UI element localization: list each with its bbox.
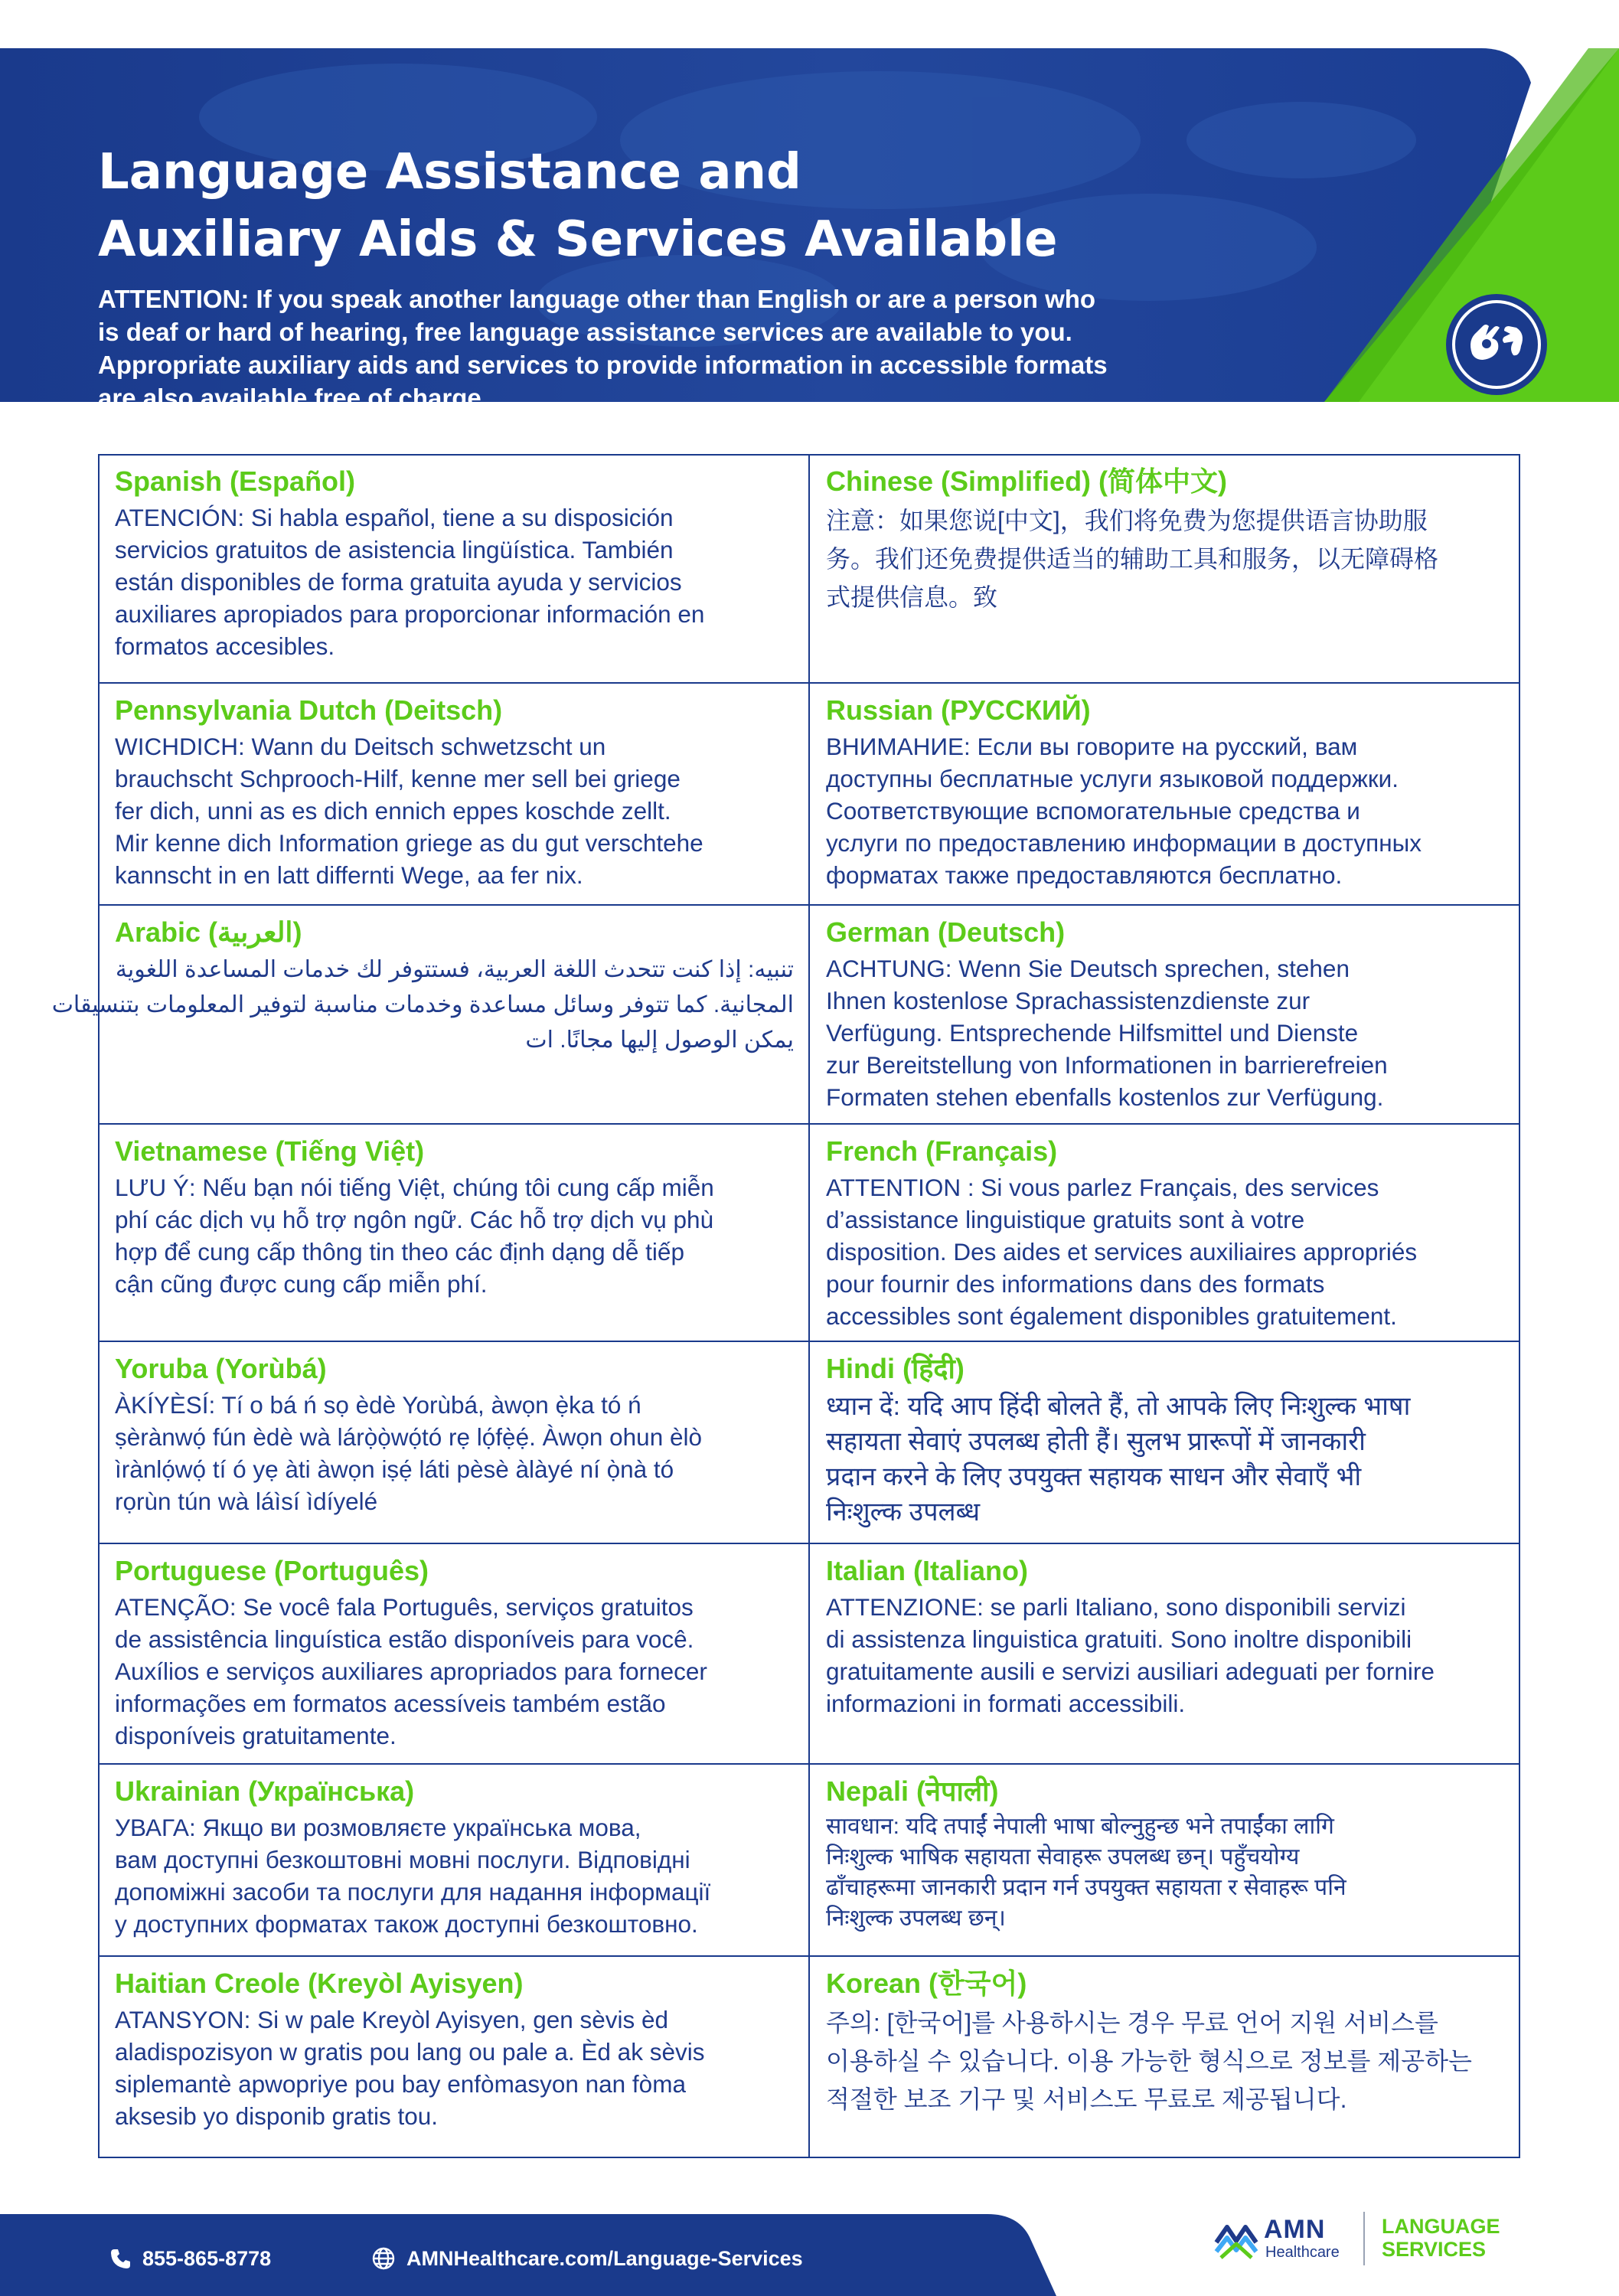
language-heading: Ukrainian (Українська) [115,1775,415,1807]
language-heading: French (Français) [826,1135,1058,1167]
logo-line-2: SERVICES [1382,2238,1487,2261]
notice-line: disponíveis gratuitamente. [115,1722,397,1749]
language-heading: Russian (РУССКИЙ) [826,694,1091,726]
amn-language-services-logo [1213,2209,1535,2268]
notice-line: Verfügung. Entsprechende Hilfsmittel und Dienste [826,1019,1359,1047]
notice-line: 务。我们还免费提供适当的辅助工具和服务，以无障碍格 [826,545,1439,573]
notice-line: सहायता सेवाएं उपलब्ध होती हैं। सुलभ प्रारूपों में जानकारी [826,1427,1366,1456]
notice-line: aksesib yo disponib gratis tou. [115,2102,438,2130]
language-notice [51,952,794,1058]
header-banner [0,48,1619,412]
notice-line: निःशुल्क भाषिक सहायता सेवाहरू उपलब्ध छन्। पहुँचयोग्य [826,1844,1300,1870]
notice-line: aladispozisyon w gratis pou lang ou pale a. Èd ak sèvis [115,2038,705,2066]
language-notice [826,1389,1505,1530]
title-line-2: Auxiliary Aids & Services Available [98,211,1058,268]
language-notice [115,1171,794,1300]
language-notice [826,730,1505,891]
language-heading: Spanish (Español) [115,465,356,497]
notice-line: المجانية. كما تتوفر وسائل مساعدة وخدمات مناسبة لتوفير المعلومات بتنسيقات [51,992,794,1017]
notice-line: accessibles sont également disponibles gratuitement. [826,1302,1397,1330]
phone-number[interactable]: 855-865-8778 [142,2246,272,2270]
notice-line: 이용하실 수 있습니다. 이용 가능한 형식으로 정보를 제공하는 [826,2047,1472,2075]
language-cell-russian [809,683,1520,891]
notice-line: 주의: [한국어]를 사용하시는 경우 무료 언어 지원 서비스를 [826,2009,1438,2036]
attention-notice [98,283,1231,414]
notice-line: УВАГА: Якщо ви розмовляєте українська мова, [115,1814,641,1841]
notice-line: доступны бесплатные услуги языковой поддержки. [826,765,1399,792]
notice-line: ढाँचाहरूमा जानकारी प्रदान गर्न उपयुक्त सहायता र सेवाहरू पनि [826,1875,1346,1900]
language-heading: Yoruba (Yorùbá) [115,1353,327,1384]
language-notice [826,1811,1505,1934]
language-notice [826,501,1505,616]
language-heading: Italian (Italiano) [826,1555,1029,1586]
amn-logo-mark-icon [1213,2216,1259,2262]
notice-line: ATANSYON: Si w pale Kreyòl Ayisyen, gen sèvis èd [115,2006,669,2033]
language-heading: Hindi (हिंदी) [826,1353,965,1384]
notice-line: informazioni in formati accessibili. [826,1690,1186,1717]
notice-line: is deaf or hard of hearing, free language assistance services are available to you. [98,318,1072,346]
notice-line: प्रदान करने के लिए उपयुक्त सहायक साधन और सेवाएँ भी [826,1462,1362,1491]
language-cell-haitian-creole [98,1956,809,2132]
logo-sub: Healthcare [1265,2244,1340,2261]
language-cell-german [809,905,1520,1113]
notice-line: zur Bereitstellung von Informationen in barrierefreien [826,1051,1388,1079]
notice-line: 式提供信息。致 [826,583,998,611]
notice-line: सावधान: यदि तपाईं नेपाली भाषा बोल्नुहुन्छ भने तपाईंका लागि [826,1814,1334,1839]
notice-line: निःशुल्क उपलब्ध [826,1497,981,1527]
language-cell-nepali [809,1764,1520,1934]
notice-line: ÀKÍYÈSÍ: Tí o bá ń sọ èdè Yorùbá, àwọn ẹ̀ka tó ń [115,1391,641,1419]
notice-line: ATTENZIONE: se parli Italiano, sono disponibili servizi [826,1593,1406,1621]
language-heading: Portuguese (Português) [115,1555,429,1586]
language-notice [826,952,1505,1113]
notice-line: de assistência linguística estão disponíveis para você. [115,1625,694,1653]
notice-line: di assistenza linguistica gratuiti. Sono inoltre disponibili [826,1625,1412,1653]
globe-icon [371,2246,396,2271]
notice-line: услуги по предоставлению информации в доступных [826,829,1422,857]
notice-line: fer dich, unni as es dich ennich eppes koschde zellt. [115,797,671,825]
logo-brand: AMN [1264,2215,1326,2244]
notice-line: 注意：如果您说[中文]，我们将免费为您提供语言协助服 [826,507,1428,534]
phone-icon [109,2247,132,2270]
language-notice [115,730,794,891]
language-heading: Arabic (العربية) [115,916,302,948]
notice-line: ṣèrànwọ́ fún èdè wà lárọ̀ọ̀wọ́tó rẹ lọ́fẹ̀ẹ́. Àwọn ohun èlò [115,1423,702,1451]
language-cell-italian [809,1543,1520,1720]
language-notice [826,1171,1505,1332]
notice-line: ATTENTION: If you speak another language other than English or are a person who [98,285,1096,313]
notice-line: hợp để cung cấp thông tin theo các định dạng dễ tiếp [115,1238,684,1266]
language-heading: Haitian Creole (Kreyòl Ayisyen) [115,1968,524,1999]
notice-line: pour fournir des informations dans des formats [826,1270,1325,1298]
language-cell-chinese [809,454,1520,616]
phone-contact[interactable] [109,2245,271,2272]
notice-line: ATENCIÓN: Si habla español, tiene a su disposición [115,504,674,531]
language-cell-vietnamese [98,1124,809,1300]
notice-line: formatos accesibles. [115,632,335,660]
notice-line: Mir kenne dich Information griege as du gut verschtehe [115,829,703,857]
language-heading: Vietnamese (Tiếng Việt) [115,1135,425,1167]
notice-line: d’assistance linguistique gratuits sont à votre [826,1206,1305,1233]
notice-line: WICHDICH: Wann du Deitsch schwetzscht un [115,733,606,760]
notice-line: ВНИМАНИЕ: Если вы говорите на русский, вам [826,733,1358,760]
notice-line: Formaten stehen ebenfalls kostenlos zur Verfügung. [826,1083,1384,1111]
language-heading: Nepali (नेपाली) [826,1775,999,1807]
language-table [51,454,1520,2158]
notice-line: servicios gratuitos de asistencia lingüística. También [115,536,674,563]
language-heading: Korean (한국어) [826,1968,1027,1999]
language-cell-portuguese [98,1543,809,1752]
language-notice [826,2004,1505,2118]
language-cell-pennsylvania-dutch [98,683,809,891]
notice-line: ध्यान दें: यदि आप हिंदी बोलते हैं, तो आपके लिए निःशुल्क भाषा [826,1392,1411,1421]
notice-line: Ihnen kostenlose Sprachassistenzdienste zur [826,987,1311,1014]
notice-line: cận cũng được cung cấp miễn phí. [115,1270,488,1298]
notice-line: gratuitamente ausili e servizi ausiliari adeguati per fornire [826,1657,1435,1685]
language-cell-spanish [98,454,809,662]
notice-line: Appropriate auxiliary aids and services to provide information in accessible formats [98,351,1108,379]
notice-line: kannscht in en latt differnti Wege, aa fer nix. [115,861,583,889]
title-line-1: Language Assistance and [98,144,801,201]
notice-line: допоміжні засоби та послуги для надання інформації [115,1878,711,1906]
notice-line: están disponibles de forma gratuita ayuda y servicios [115,568,682,596]
language-notice [115,1811,794,1940]
language-notice [826,1591,1505,1720]
notice-line: siplemantè apwopriye pou bay enfòmasyon nan fòma [115,2070,686,2098]
notice-line: تنبيه: إذا كنت تتحدث اللغة العربية، فستتوفر لك خدمات المساعدة اللغوية [115,957,794,982]
page-title [98,139,1246,273]
notice-line: вам доступні безкоштовні мовні послуги. Відповідні [115,1846,690,1873]
language-heading: German (Deutsch) [826,916,1066,948]
notice-line: ìrànlọ́wọ́ tí ó yẹ àti àwọn iṣẹ́ láti pèsè àlàyé ní ọ̀nà tó [115,1455,674,1483]
notice-line: rọrùn tún wà láìsí ìdíyelé [115,1488,378,1515]
notice-line: informações em formatos acessíveis também estão [115,1690,666,1717]
language-cell-hindi [809,1341,1520,1530]
language-cell-yoruba [98,1341,809,1517]
language-heading: Pennsylvania Dutch (Deitsch) [115,694,503,726]
notice-line: phí các dịch vụ hỗ trợ ngôn ngữ. Các hỗ trợ dịch vụ phù [115,1206,714,1233]
sign-language-icon [1444,292,1549,397]
notice-line: ACHTUNG: Wenn Sie Deutsch sprechen, stehen [826,955,1350,982]
notice-line: brauchscht Schprooch-Hilf, kenne mer sell bei griege [115,765,681,792]
notice-line: ATENÇÃO: Se você fala Português, serviços gratuitos [115,1593,694,1621]
notice-line: auxiliares apropiados para proporcionar información en [115,600,705,628]
notice-line: निःशुल्क उपलब्ध छन्। [826,1906,1006,1931]
notice-line: ATTENTION : Si vous parlez Français, des services [826,1174,1379,1201]
language-cell-french [809,1124,1520,1332]
notice-line: Auxílios e serviços auxiliares apropriados para fornecer [115,1657,707,1685]
language-cell-korean [809,1956,1520,2118]
notice-line: disposition. Des aides et services auxiliaires appropriés [826,1238,1418,1266]
notice-line: LƯU Ý: Nếu bạn nói tiếng Việt, chúng tôi cung cấp miễn [115,1174,714,1201]
language-cell-arabic [51,905,809,1058]
language-cell-ukrainian [98,1764,809,1940]
language-heading: Chinese (Simplified) (简体中文) [826,465,1228,497]
notice-line: форматах также предоставляются бесплатно. [826,861,1343,889]
notice-line: 적절한 보조 기구 및 서비스도 무료로 제공됩니다. [826,2085,1347,2113]
notice-line: у доступних форматах також доступні безкоштовно. [115,1910,698,1938]
language-notice [115,1591,794,1752]
logo-divider [1363,2212,1365,2265]
website-link[interactable]: AMNHealthcare.com/Language-Services [406,2246,803,2270]
logo-line-1: LANGUAGE [1382,2215,1500,2238]
notice-line: Соответствующие вспомогательные средства и [826,797,1360,825]
language-notice [115,2004,794,2132]
website-contact[interactable] [371,2245,803,2272]
language-notice [115,501,794,662]
notice-line: يمكن الوصول إليها مجانًا. ات [525,1027,794,1053]
language-notice [115,1389,794,1517]
notice-line: are also available free of charge. [98,384,488,412]
